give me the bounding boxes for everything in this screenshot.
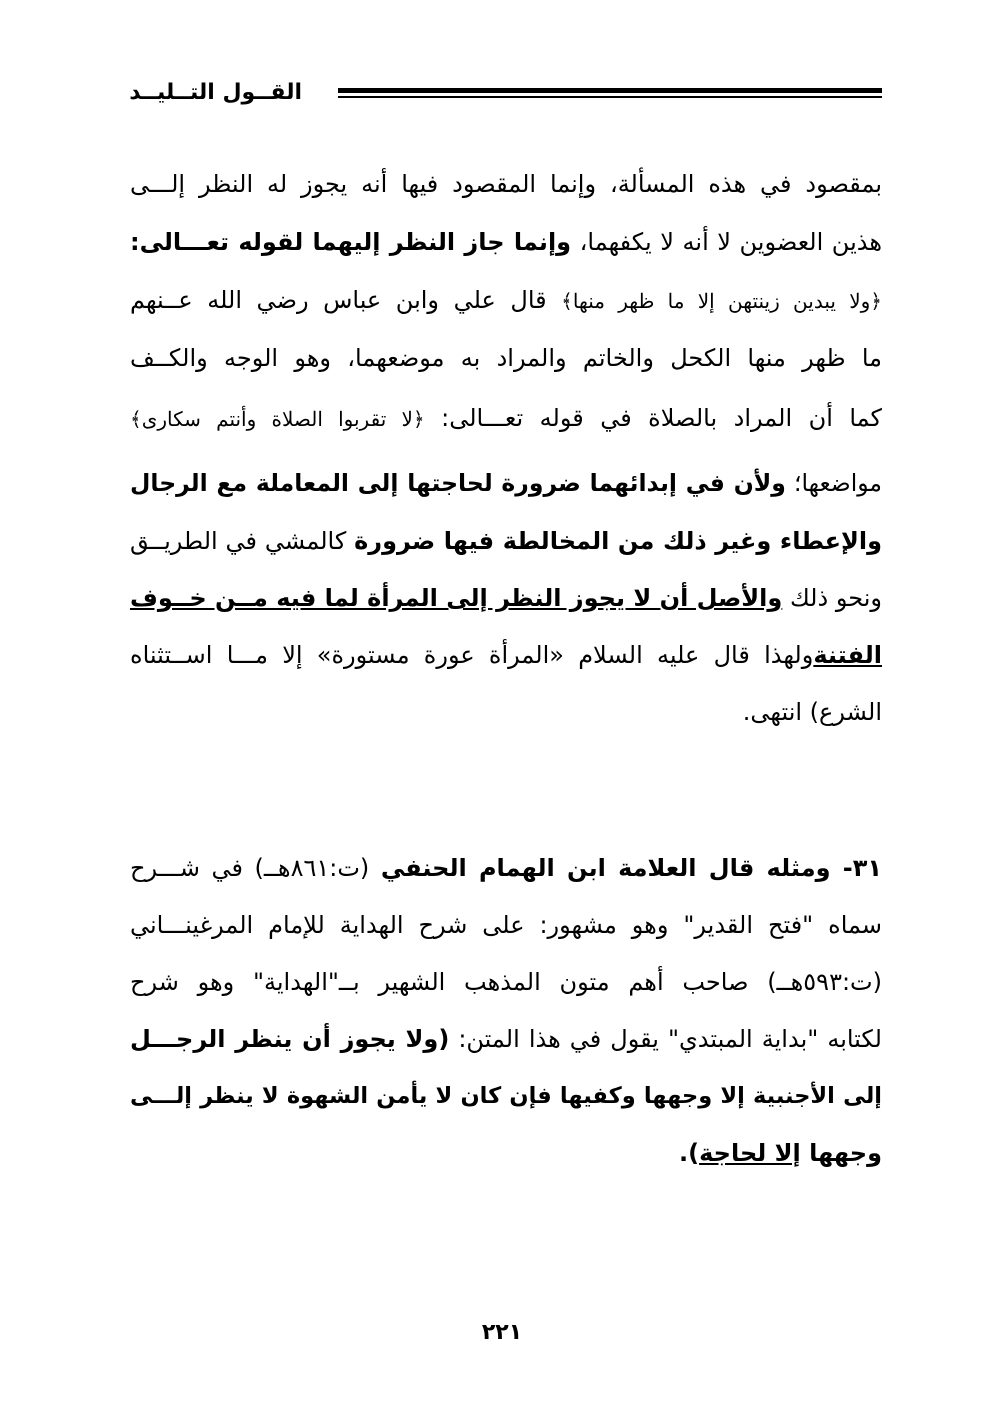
quran-quote: ﴿ولا يبدين زينتهن إلا ما ظهر منها﴾ [561, 289, 882, 313]
header-rule-thick [338, 88, 882, 93]
text-run: كما أن المراد بالصلاة في قوله تعـــالى: [424, 404, 882, 432]
text-run: لكتابه "بداية المبتدي" يقول في هذا المتن: [449, 1025, 882, 1053]
body-line [130, 521, 882, 561]
header-rule-thin [338, 96, 882, 98]
quran-quote: ﴿لا تقربوا الصلاة وأنتم سكارى﴾ [130, 407, 425, 431]
body-line [130, 338, 882, 378]
text-run: سماه "فتح القدير" وهو مشهور: على شرح الهداية للإمام المرغينـــاني [130, 911, 882, 939]
bold-underlined-text-run: الفتنة [813, 641, 882, 669]
bold-text-run: إلى الأجنبية إلا وجهها وكفيها فإن كان لا يأمن الشهوة لا ينظر إلـــى [130, 1083, 882, 1109]
text-run: كالمشي في الطريــق [130, 527, 355, 555]
bold-text-run: وإنما جاز النظر إليهما لقوله تعـــالى: [130, 228, 572, 256]
body-line [130, 1133, 882, 1173]
running-header-title: القــول التــليــد [129, 80, 302, 105]
bold-underlined-text-run: إلا لحاجة [699, 1139, 801, 1167]
bold-underlined-text-run: والأصل أن لا يجوز النظر إلى المرأة لما فيه مــن خــوف [130, 584, 783, 612]
bold-text-run: (ولا يجوز أن ينظر الرجـــل [130, 1025, 450, 1053]
text-run: الشرع) انتهى. [742, 698, 882, 726]
body-line [130, 578, 882, 618]
bold-text-run: ٣١- ومثله قال العلامة ابن الهمام الحنفي [380, 854, 882, 882]
bold-text-run: والإعطاء وغير ذلك من المخالطة فيها ضرورة [354, 527, 882, 555]
bold-text-run: وجهها [800, 1139, 882, 1167]
bold-text-run: ). [679, 1139, 700, 1167]
body-line [130, 1019, 882, 1059]
body-line [130, 222, 882, 262]
text-run: مواضعها؛ [785, 469, 882, 497]
body-line [130, 905, 882, 945]
body-line [130, 962, 882, 1002]
text-run: ولهذا قال عليه السلام «المرأة عورة مستورة» إلا مـــا اســتثناه [130, 641, 814, 669]
body-line [130, 692, 882, 732]
body-line [130, 463, 882, 503]
text-run: بمقصود في هذه المسألة، وإنما المقصود فيها أنه يجوز له النظر إلـــى [130, 170, 882, 198]
text-run: ونحو ذلك [782, 584, 882, 612]
body-line [130, 398, 882, 438]
body-line [130, 164, 882, 204]
text-run: هذين العضوين لا أنه لا يكفهما، [571, 228, 883, 256]
text-run: ما ظهر منها الكحل والخاتم والمراد به موضعهما، وهو الوجه والكــف [130, 344, 882, 372]
bold-text-run: ولأن في إبدائهما ضرورة لحاجتها إلى المعاملة مع الرجال [130, 469, 786, 497]
body-line [130, 848, 882, 888]
body-line [130, 635, 882, 675]
text-run: (ت:٥٩٣هــ) صاحب أهم متون المذهب الشهير بــ"الهداية" وهو شرح [130, 968, 882, 996]
body-line [130, 1076, 882, 1116]
body-line [130, 280, 882, 320]
text-run: (ت:٨٦١هــ) في شـــرح [130, 854, 381, 882]
text-run: قال علي وابن عباس رضي الله عــنهم [130, 286, 562, 314]
page-number: ٢٢١ [481, 1320, 523, 1345]
